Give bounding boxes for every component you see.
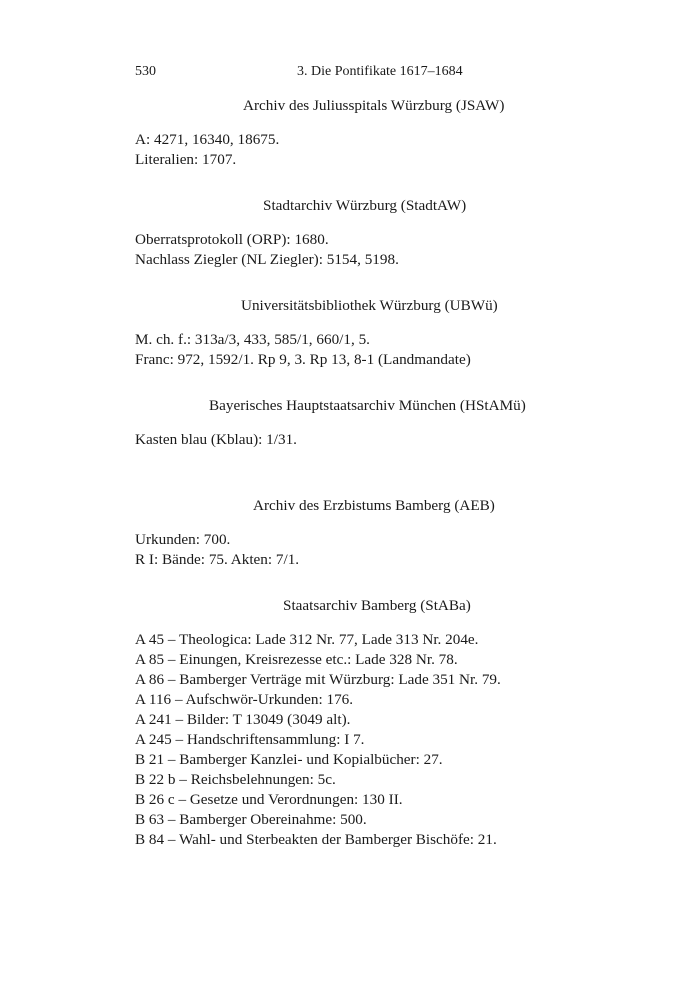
archive-section xyxy=(135,296,525,370)
list-item: M. ch. f.: 313a/3, 433, 585/1, 660/1, 5. xyxy=(135,331,370,348)
archive-section xyxy=(135,496,525,570)
archive-section xyxy=(135,96,525,170)
page-number: 530 xyxy=(135,64,156,79)
section-heading: Archiv des Erzbistums Bamberg (AEB) xyxy=(253,497,495,514)
section-heading: Universitätsbibliothek Würzburg (UBWü) xyxy=(241,297,498,314)
running-head xyxy=(135,58,525,88)
list-item: A: 4271, 16340, 18675. xyxy=(135,131,280,148)
list-item: B 84 – Wahl- und Sterbeakten der Bamberger Bischöfe: 21. xyxy=(135,831,497,848)
list-item: A 116 – Aufschwör-Urkunden: 176. xyxy=(135,691,354,708)
list-item: A 245 – Handschriftensammlung: I 7. xyxy=(135,731,365,748)
running-title: 3. Die Pontifikate 1617–1684 xyxy=(297,64,463,79)
entry-list xyxy=(135,130,525,170)
document-page xyxy=(135,58,525,850)
entry-list xyxy=(135,430,525,450)
list-item: B 26 c – Gesetze und Verordnungen: 130 II. xyxy=(135,791,403,808)
section-heading: Bayerisches Hauptstaatsarchiv München (HStAMü) xyxy=(209,397,526,414)
section-heading: Archiv des Juliusspitals Würzburg (JSAW) xyxy=(243,97,505,114)
list-item: Urkunden: 700. xyxy=(135,531,231,548)
archive-section xyxy=(135,396,525,450)
entry-list xyxy=(135,330,525,370)
list-item: A 85 – Einungen, Kreisrezesse etc.: Lade 328 Nr. 78. xyxy=(135,651,458,668)
list-item: Kasten blau (Kblau): 1/31. xyxy=(135,431,297,448)
list-item: A 45 – Theologica: Lade 312 Nr. 77, Lade 313 Nr. 204e. xyxy=(135,631,479,648)
section-heading: Stadtarchiv Würzburg (StadtAW) xyxy=(263,197,467,214)
list-item: Nachlass Ziegler (NL Ziegler): 5154, 5198. xyxy=(135,251,399,268)
list-item: B 21 – Bamberger Kanzlei- und Kopialbücher: 27. xyxy=(135,751,443,768)
entry-list xyxy=(135,230,525,270)
archive-section xyxy=(135,196,525,270)
list-item: A 86 – Bamberger Verträge mit Würzburg: Lade 351 Nr. 79. xyxy=(135,671,501,688)
list-item: Franc: 972, 1592/1. Rp 9, 3. Rp 13, 8-1 (Landmandate) xyxy=(135,351,471,368)
list-item: B 22 b – Reichsbelehnungen: 5c. xyxy=(135,771,336,788)
list-item: R I: Bände: 75. Akten: 7/1. xyxy=(135,551,300,568)
list-item: Oberratsprotokoll (ORP): 1680. xyxy=(135,231,329,248)
list-item: B 63 – Bamberger Obereinahme: 500. xyxy=(135,811,367,828)
list-item: Literalien: 1707. xyxy=(135,151,237,168)
section-heading: Staatsarchiv Bamberg (StABa) xyxy=(283,597,471,614)
archive-section xyxy=(135,596,525,850)
list-item: A 241 – Bilder: T 13049 (3049 alt). xyxy=(135,711,351,728)
entry-list xyxy=(135,630,525,850)
entry-list xyxy=(135,530,525,570)
